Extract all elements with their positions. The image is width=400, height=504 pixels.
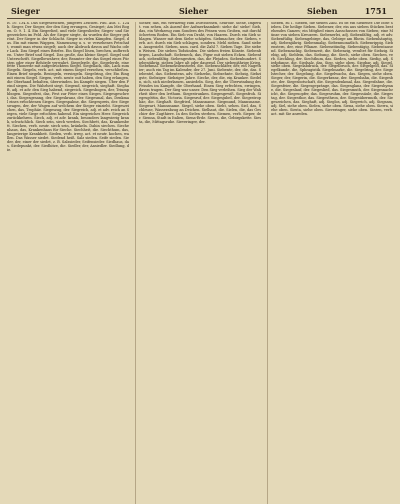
text-column-left: B. 10. 134 a. Das Siegeszeichen, jüngeres Zeichen. Pau. Aus. 1. 124 b. Sieger, Der Sieger, der den Sieg errungen, Gesieget; Am Mei Bogen. O. 9. 1. 4. Ein Siegerlied, und viele Siegeslieder, Sieges- und Siegerzeichen im Feld. Als der Sieger siegte, da wurden die Sieger gekrönt. Der Sieger in der Schlacht. Sieger in vielen Kämpfen. Siegel, das. Ein mit einem Wappen, Namenszug u. s. w. versehenes Petschaft, womit man etwas siegelt; auch der Abdruck davon auf Wachs oder Lack. Das Siegel eines Briefes. Ein Siegel lösen, brechen, aufbrechen. Unter Brief und Siegel. Das große, das kleine Siegel. Siegel und Unterschrift. Siegelbewahrer, der, Beamter der das Siegel eines Fürsten oder einer Behörde verwahrt. Siegelerde, die, Siegelerde, eine fette Thonerde mit aufgedrücktem Siegel. Siegellack, das, Lack zum Siegeln. Siegeln, verb. act. mit einem Siegel versehen, verschließen. Einen Brief siegeln. Besiegeln, versiegeln. Siegelring, der, Ein Ring mit einem Siegel. Siegen, verb. neutr. mit haben, den Sieg erlangen, die Oberhand behalten, überwinden. Im Kampfe siegen. Über den Feind siegen. Die Wahrheit siegt. Siegend, siegreich, sieghaft. Sieghaft, adj. et adv. den Sieg habend, siegreich. Siegesbogen, der, Triumphbogen. Siegesfest, das, Fest zur Feier eines Sieges. Siegesgeschrei, das. Siegesgesang, der. Siegeskranz, der. Siegesmal, das, Denkmal eines erfochtenen Sieges. Siegespalme, die. Siegespreis, der. Siegeswagen, der, der Wagen auf welchem der Sieger einzieht. Siegeszeichen, das, Trophäe. Siegeszug, der. Siegreich, adj. et adv. reich an Siegen, viele Siege erfochten habend. Ein siegreiches Heer. Siegreich zurückkehren. Siech, adj. et adv. krank, besonders langwierig krank, schwächlich. Siech sein, siech werden. Siechbett, das, Krankenbett. Siechen, verb. neutr. siech sein, kränkeln. Dahin siechen. Siechenhaus, das, Krankenhaus für Sieche. Siechheit, die. Siechthum, das, langwierige Krankheit. Sieden, verb. irreg. act. et neutr. kochen, wallen. Das Wasser siedet. Siedend heiß. Salz sieden. Seife sieden. Sieder, der, einer der siedet, z. B. Salzsieder, Seifensieder. Siedhaus, das. Siedepunkt, der. Siedhitze, die. Siedler, der, Ansiedler. Siedlung, die.	[7, 22, 129, 152]
header-center-title: Sieher	[179, 6, 209, 16]
running-header	[7, 5, 393, 19]
header-right-title: Sieben	[307, 6, 338, 16]
text-column-right: Sieben, zu 1. Sieben, die sieben Zahl. Es ist ein Siebener. Die böse Sieben. Die heilige Sieben. Siebener, der, ein aus sieben Stücken bestehendes Ganzes; ein Mitglied eines Ausschusses von Sieben; eine Münze von sieben Kreuzern. Siebenerlei, adj. Siebenfältig, adj. et adv. Siebenfüßig. Siebengebirge, das, Gebirge am Rhein. Siebenhäuptig, adj. Siebenjährig. Siebenmalig. Siebenmonatlich. Siebenrippig. Siebenstern, der, eine Pflanze. Siebenstündig. Siebentägig. Siebentausend. Siebenzackig. Siebenzeit, die. Siebenzig, veraltet für Siebzig. Siebig, adj. Sieblein, das. Siebung, die. Siech, siehe oben. Siechen, verb. Siechling, der. Siechthum, das. Sieden, siehe oben. Siedig, adj. Siedpfanne, die. Siedsalz, das. Sieg, siehe oben. Siegbar, adj. Siegel, siehe oben. Siegelabdruck, der. Siegelbruch, der. Siegelgeld, das. Siegelkunde, die, Sphragistik. Siegelmarke, die. Siegelring, der. Siegelstecher, der. Siegelung, die. Siegelwachs, das. Siegen, siehe oben. Sieger, der, Siegerin, die. Siegerkranz, der. Siegesbahn, die. Siegesbote, der. Siegesbotschaft, die. Siegesdenkmal, das. Siegesfahne, die. Siegesfeier, die. Siegesgepränge, das. Siegesglanz, der. Siegeshymne, die. Siegeslauf, der. Siegeslied, das. Siegesmuth, der. Siegesnachricht, die. Siegesopfer, das. Siegesruhm, der. Siegessäule, die. Siegestag, der. Siegesthor, das. Siegesthron, der. Siegesübermuth, der. Siegeszeichen, das. Sieghaft, adj. Sieglos, adj. Siegreich, adj. Siegsam, adj. Siel, siehe oben. Sielen, siehe oben. Siena, siehe oben. Sierra, siehe oben. Siesta, siehe oben. Sieveringer, siehe oben. Siezen, verb. act. mit Sie anreden.	[267, 22, 393, 504]
text-columns	[7, 22, 393, 504]
header-left-title: Sieger	[11, 6, 40, 16]
text-column-middle: Sieher, das, ein Werkzeug zum Durchsehen, Sehrohr. Siehe, Imperat. von sehen, als Ausruf der Aufmerksamkeit: siehe da! siehe! Sieb, das, ein Werkzeug zum Sondern des Feinen vom Groben, mit durchlöchertem Boden. Ein Sieb von Draht, von Haaren. Durch ein Sieb schlagen. Wasser mit dem Siebe schöpfen. Siebmacher, der. Sieben, verb. act. durch ein Sieb schlagen, sondern. Mehl sieben. Sand sieben. Ausgesiebt. Sieben, num. card. die Zahl 7. Sieben Tage. Die sieben Weisen. Die sieben Todsünden. Die sieben freien Künste. Siebenbürgen, Landschaft. Siebeneck, das, Figur mit sieben Ecken. Siebenfach, siebenfältig. Siebengestirn, das, die Plejaden. Siebenhundert. Siebenjährig, sieben Jahre alt oder dauernd. Der siebenjährige Krieg. Siebenmal. Siebenmeilenstiefel, die. Siebenschläfer, der, ein Nagethier; auch ein Tag im Kalender, der 27. Juni. Siebente, der, die, das. Siebentel, das. Siebentens, adv. Siebzehn, Siebzehnte. Siebzig, Siebzigste, Siebziger. Siebziger Jahre. Sieche, der, die, ein Kranker. Siedeln, sich, sich niederlassen, ansiedeln. Sieg, der, die Überwindung des Feindes im Kampfe, die Oberhand. Einen Sieg erfechten, erringen, davon tragen. Der Sieg war unser. Den Sieg verleihen. Sieg der Wahrheit über den Irrthum. Siegestrunken. Siegesgewiß. Siegesfroh. Siegesgöttin, die, Victoria. Siegesruf, der. Siegesjubel, der. Siegestrophäe, die. Sieghaft. Siegfried, Mannsname. Siegmund, Mannsname. Siegwart, Mannsname. Siegel, siehe oben. Sieht, sehen. Siel, das, Schleuse, Wasserabzug an Deichen. Sielhaut, die. Sielen, die, das Geschirr der Zugthiere. In den Sielen sterben. Siemen, verb. Sieper, der. Sienna, Stadt in Italien, Siena-Erde. Sierra, die, Gebirgskette. Siesta, die, Mittagsruhe. Sieveringer, der.	[135, 22, 261, 504]
page-number: 1751	[364, 6, 387, 16]
